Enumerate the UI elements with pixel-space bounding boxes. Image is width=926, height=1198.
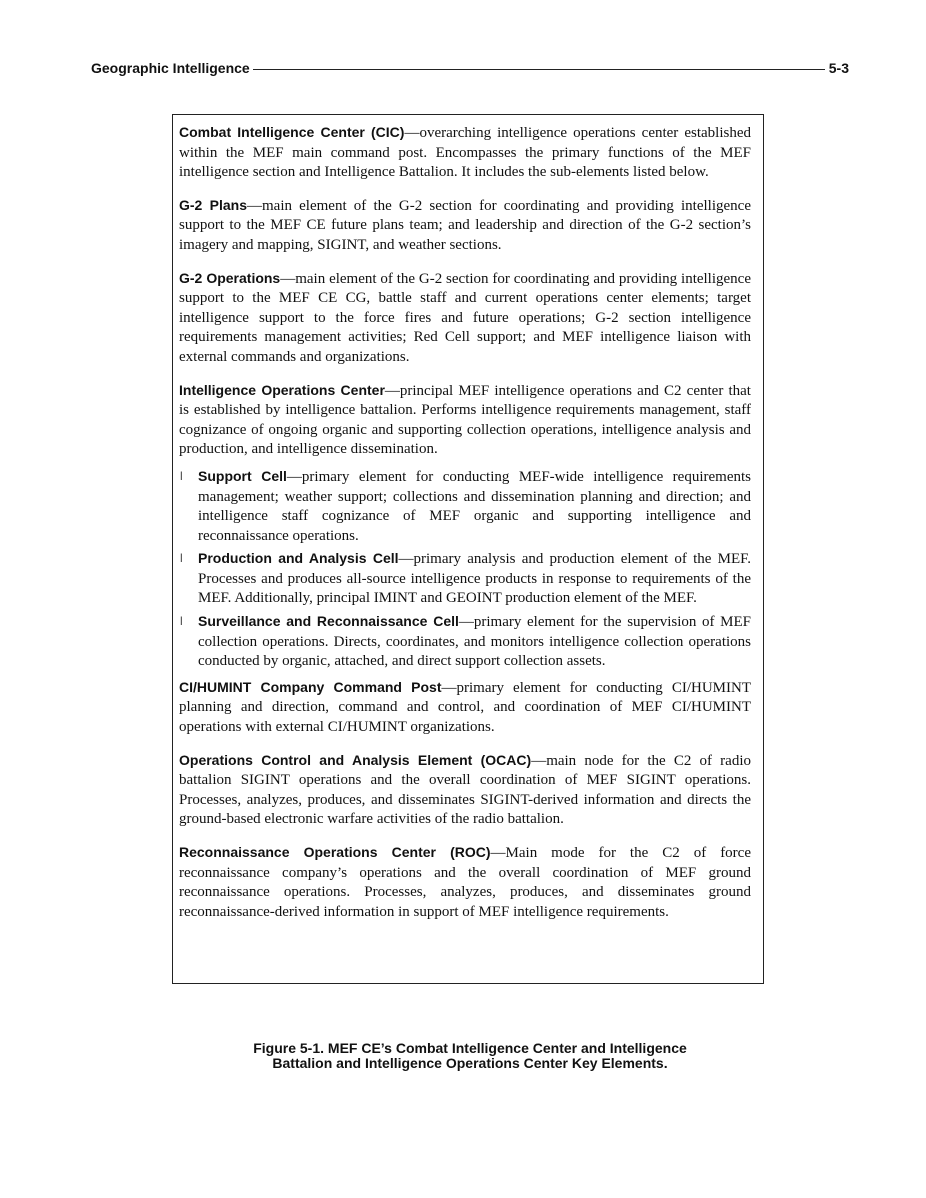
bullet-icon: l [180,551,183,566]
figure-box [172,114,764,984]
entry-text: —Main mode for the C2 of force reconnaissance company’s operations and the overall coordination of MEF ground reconnaissance operations. Processes, analyzes, produces, and disseminates ground reconnaissance-derived information in support of MEF intelligence requirements. [179,845,751,920]
caption-line-2: Battalion and Intelligence Operations Center Key Elements. [272,1055,668,1071]
sub-entry-text: —primary analysis and production element of the MEF. Processes and produces all-source intelligence products in response to requirements of the MEF. Additionally, principal IMINT and GEOINT production element of the MEF. [198,551,752,607]
sub-entry-text: —primary element for the supervision of MEF collection operations. Directs, coordinates, and monitors intelligence collection operations conducted by organic, attached, and direct support collection assets. [198,614,751,670]
entry-text: —main node for the C2 of radio battalion SIGINT operations and the overall coordination of MEF SIGINT operations. Processes, analyzes, produces, and disseminates SIGINT-derived information and directs the ground-based electronic warfare activities of the radio battalion. [179,752,751,828]
entry-ioc [179,381,751,460]
entry-text: —main element of the G-2 section for coordinating and providing intelligence support to the MEF CE CG, battle staff and current operations center elements; target intelligence support to the force fires and future operations; G-2 section intelligence requirements management activities; Red Cell support; and MEF intelligence liaison with external commands and organizations. [179,270,751,365]
header-title: Geographic Intelligence [91,60,250,76]
entry-g2-operations [179,269,751,368]
ioc-sub-list [179,467,751,672]
sub-entry-support-cell [179,467,751,546]
bullet-icon: l [180,614,183,629]
entry-roc [179,843,751,922]
entry-term: Intelligence Operations Center [179,381,385,398]
entry-term: Reconnaissance Operations Center (ROC) [179,844,491,860]
header-rule [253,69,825,70]
entry-g2-plans [179,196,751,256]
sub-entry-term: Support Cell [198,467,287,484]
entry-term: G-2 Plans [179,196,247,213]
entry-text: —principal MEF intelligence operations and C2 center that is established by intelligence battalion. Performs intelligence requirements management, staff cognizance of ongoing organic and supporting collection operations, intelligence analysis and production, and intelligence dissemination. [179,382,751,458]
sub-entry-production-cell [179,549,751,609]
sub-entry-surveillance-cell [179,612,751,672]
entry-term: G-2 Operations [179,269,281,286]
entry-ocac [179,751,751,830]
page-number: 5-3 [828,60,849,76]
entry-term: CI/HUMINT Company Command Post [179,678,442,695]
entry-ci-humint [179,678,751,738]
figure-caption [172,1041,768,1071]
entry-text: —overarching intelligence operations center established within the MEF main command post. Encompasses the primary functions of the MEF intelligence section and Intelligence Battalion. It includes the sub-elements listed below. [179,125,751,181]
running-header [91,57,849,79]
entry-text: —main element of the G-2 section for coordinating and providing intelligence support to the MEF CE future plans team; and leadership and direction of the G-2 section’s imagery and mapping, SIGINT, and weather sections. [179,197,751,253]
caption-line-1: Figure 5-1. MEF CE’s Combat Intelligence Center and Intelligence [253,1040,687,1056]
entry-text: —primary element for conducting CI/HUMINT planning and direction, command and control, and coordination of MEF CI/HUMINT operations with external CI/HUMINT organizations. [179,679,751,736]
bullet-icon: l [180,468,183,483]
entry-cic [179,123,751,183]
entry-term: Operations Control and Analysis Element (OCAC) [179,751,532,768]
entry-term: Combat Intelligence Center (CIC) [179,124,405,140]
sub-entry-text: —primary element for conducting MEF-wide intelligence requirements management; weather support; collections and dissemination planning and direction; and intelligence staff cognizance of MEF organic and supporting intelligence and reconnaissance operations. [198,468,751,544]
sub-entry-term: Production and Analysis Cell [198,550,399,567]
sub-entry-term: Surveillance and Reconnaissance Cell [198,613,459,630]
